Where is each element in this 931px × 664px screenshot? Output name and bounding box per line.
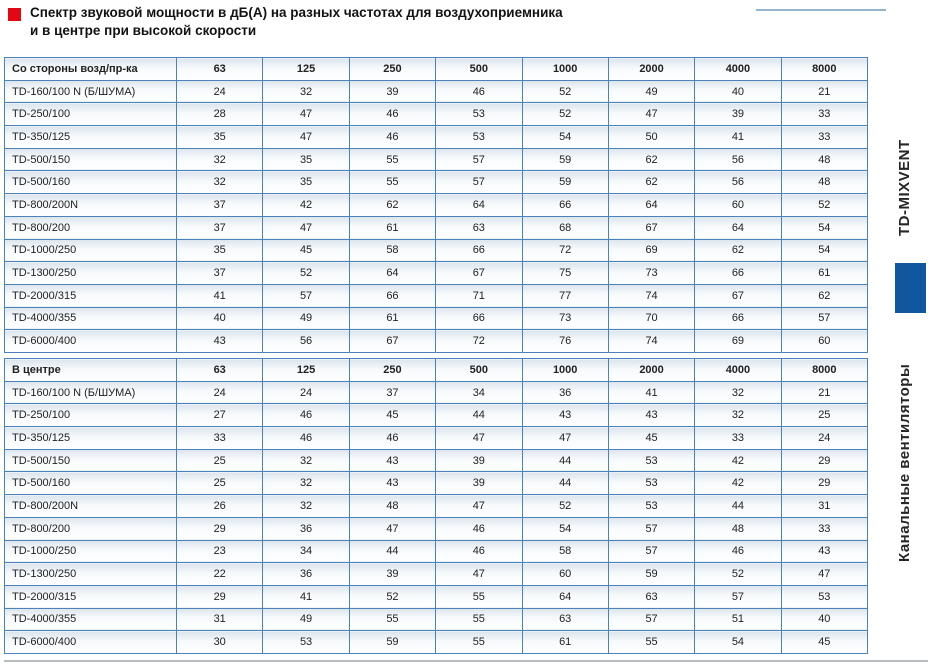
value-cell: 47 [263, 103, 349, 126]
value-cell: 52 [349, 585, 435, 608]
model-label: TD-1000/250 [5, 540, 177, 563]
table-row [5, 540, 868, 563]
section-bullet-icon [8, 8, 21, 21]
value-cell: 41 [263, 585, 349, 608]
bottom-rule [4, 660, 928, 662]
value-cell: 24 [263, 381, 349, 404]
value-cell: 35 [263, 171, 349, 194]
value-cell: 45 [608, 427, 694, 450]
value-cell: 67 [695, 284, 781, 307]
value-cell: 39 [695, 103, 781, 126]
value-cell: 29 [781, 449, 867, 472]
value-cell: 40 [695, 80, 781, 103]
value-cell: 42 [695, 472, 781, 495]
value-cell: 75 [522, 262, 608, 285]
value-cell: 52 [781, 194, 867, 217]
value-cell: 71 [436, 284, 522, 307]
value-cell: 41 [177, 284, 263, 307]
value-cell: 36 [263, 563, 349, 586]
value-cell: 62 [608, 171, 694, 194]
value-cell: 64 [608, 194, 694, 217]
value-cell: 46 [349, 103, 435, 126]
value-cell: 72 [436, 330, 522, 353]
table-row [5, 103, 868, 126]
value-cell: 47 [263, 126, 349, 149]
value-cell: 39 [349, 563, 435, 586]
value-cell: 44 [349, 540, 435, 563]
value-cell: 46 [349, 126, 435, 149]
value-cell: 36 [522, 381, 608, 404]
value-cell: 53 [608, 449, 694, 472]
value-cell: 74 [608, 330, 694, 353]
model-label: TD-2000/315 [5, 585, 177, 608]
value-cell: 39 [349, 80, 435, 103]
value-cell: 37 [177, 194, 263, 217]
value-cell: 61 [522, 631, 608, 654]
table-row [5, 517, 868, 540]
freq-column-header: 8000 [781, 58, 867, 81]
value-cell: 67 [436, 262, 522, 285]
value-cell: 32 [177, 148, 263, 171]
value-cell: 60 [695, 194, 781, 217]
value-cell: 29 [177, 517, 263, 540]
value-cell: 53 [263, 631, 349, 654]
value-cell: 70 [608, 307, 694, 330]
table-row [5, 126, 868, 149]
value-cell: 47 [349, 517, 435, 540]
model-label: TD-800/200N [5, 495, 177, 518]
table-row [5, 148, 868, 171]
table-header-row [5, 359, 868, 382]
value-cell: 56 [263, 330, 349, 353]
value-cell: 46 [436, 540, 522, 563]
value-cell: 24 [177, 80, 263, 103]
model-label: TD-1300/250 [5, 262, 177, 285]
value-cell: 29 [177, 585, 263, 608]
value-cell: 56 [695, 171, 781, 194]
value-cell: 47 [436, 427, 522, 450]
table-row [5, 563, 868, 586]
table-row [5, 449, 868, 472]
value-cell: 64 [436, 194, 522, 217]
value-cell: 74 [608, 284, 694, 307]
value-cell: 45 [781, 631, 867, 654]
value-cell: 56 [695, 148, 781, 171]
value-cell: 52 [522, 80, 608, 103]
freq-column-header: 250 [349, 58, 435, 81]
value-cell: 49 [263, 608, 349, 631]
freq-column-header: 8000 [781, 359, 867, 382]
value-cell: 61 [349, 216, 435, 239]
value-cell: 32 [177, 171, 263, 194]
value-cell: 44 [522, 472, 608, 495]
value-cell: 49 [263, 307, 349, 330]
value-cell: 62 [608, 148, 694, 171]
model-label: TD-800/200 [5, 517, 177, 540]
table-row [5, 404, 868, 427]
table-row [5, 194, 868, 217]
table-row [5, 495, 868, 518]
value-cell: 25 [781, 404, 867, 427]
value-cell: 48 [349, 495, 435, 518]
value-cell: 67 [349, 330, 435, 353]
value-cell: 66 [436, 239, 522, 262]
value-cell: 51 [695, 608, 781, 631]
model-label: TD-6000/400 [5, 631, 177, 654]
value-cell: 66 [695, 307, 781, 330]
sidebar-square-marker [895, 263, 926, 313]
value-cell: 52 [263, 262, 349, 285]
value-cell: 57 [608, 517, 694, 540]
model-label: TD-160/100 N (Б/ШУМА) [5, 381, 177, 404]
value-cell: 60 [522, 563, 608, 586]
value-cell: 37 [177, 262, 263, 285]
value-cell: 69 [608, 239, 694, 262]
model-label: TD-6000/400 [5, 330, 177, 353]
value-cell: 59 [522, 148, 608, 171]
value-cell: 52 [522, 495, 608, 518]
table-row [5, 381, 868, 404]
model-label: TD-500/160 [5, 472, 177, 495]
value-cell: 23 [177, 540, 263, 563]
value-cell: 40 [177, 307, 263, 330]
value-cell: 42 [695, 449, 781, 472]
value-cell: 32 [263, 472, 349, 495]
value-cell: 52 [695, 563, 781, 586]
value-cell: 35 [263, 148, 349, 171]
value-cell: 47 [436, 563, 522, 586]
freq-column-header: 500 [436, 58, 522, 81]
model-label: TD-350/125 [5, 427, 177, 450]
value-cell: 59 [608, 563, 694, 586]
value-cell: 43 [349, 449, 435, 472]
value-cell: 46 [436, 517, 522, 540]
value-cell: 67 [608, 216, 694, 239]
value-cell: 44 [436, 404, 522, 427]
freq-column-header: 4000 [695, 58, 781, 81]
model-label: TD-4000/355 [5, 608, 177, 631]
value-cell: 49 [608, 80, 694, 103]
freq-column-header: 250 [349, 359, 435, 382]
value-cell: 53 [608, 495, 694, 518]
value-cell: 66 [436, 307, 522, 330]
value-cell: 32 [695, 381, 781, 404]
value-cell: 36 [263, 517, 349, 540]
table-row [5, 239, 868, 262]
value-cell: 46 [349, 427, 435, 450]
model-label: TD-4000/355 [5, 307, 177, 330]
freq-column-header: 4000 [695, 359, 781, 382]
value-cell: 29 [781, 472, 867, 495]
value-cell: 21 [781, 381, 867, 404]
value-cell: 47 [263, 216, 349, 239]
value-cell: 22 [177, 563, 263, 586]
model-label: TD-500/150 [5, 449, 177, 472]
model-label: TD-500/160 [5, 171, 177, 194]
value-cell: 37 [177, 216, 263, 239]
value-cell: 66 [349, 284, 435, 307]
value-cell: 33 [695, 427, 781, 450]
value-cell: 54 [781, 239, 867, 262]
value-cell: 62 [781, 284, 867, 307]
value-cell: 46 [263, 404, 349, 427]
model-label: TD-350/125 [5, 126, 177, 149]
value-cell: 43 [781, 540, 867, 563]
value-cell: 57 [263, 284, 349, 307]
value-cell: 32 [695, 404, 781, 427]
value-cell: 73 [522, 307, 608, 330]
value-cell: 43 [522, 404, 608, 427]
value-cell: 72 [522, 239, 608, 262]
value-cell: 27 [177, 404, 263, 427]
value-cell: 53 [436, 103, 522, 126]
model-label: TD-500/150 [5, 148, 177, 171]
table-row [5, 608, 868, 631]
value-cell: 43 [349, 472, 435, 495]
value-cell: 33 [781, 103, 867, 126]
value-cell: 26 [177, 495, 263, 518]
model-label: TD-2000/315 [5, 284, 177, 307]
value-cell: 45 [349, 404, 435, 427]
value-cell: 31 [177, 608, 263, 631]
table-row [5, 427, 868, 450]
value-cell: 35 [177, 126, 263, 149]
value-cell: 30 [177, 631, 263, 654]
value-cell: 47 [608, 103, 694, 126]
value-cell: 60 [781, 330, 867, 353]
value-cell: 57 [695, 585, 781, 608]
value-cell: 53 [608, 472, 694, 495]
value-cell: 46 [436, 80, 522, 103]
value-cell: 45 [263, 239, 349, 262]
value-cell: 43 [177, 330, 263, 353]
value-cell: 37 [349, 381, 435, 404]
value-cell: 55 [436, 585, 522, 608]
value-cell: 41 [608, 381, 694, 404]
freq-column-header: 500 [436, 359, 522, 382]
value-cell: 48 [695, 517, 781, 540]
value-cell: 54 [522, 517, 608, 540]
table-row [5, 585, 868, 608]
value-cell: 57 [436, 148, 522, 171]
value-cell: 21 [781, 80, 867, 103]
model-label: TD-800/200N [5, 194, 177, 217]
value-cell: 55 [349, 171, 435, 194]
value-cell: 39 [436, 449, 522, 472]
table-intake-side [4, 57, 868, 353]
model-label: TD-800/200 [5, 216, 177, 239]
table-row [5, 284, 868, 307]
freq-column-header: 1000 [522, 359, 608, 382]
value-cell: 44 [695, 495, 781, 518]
table-row [5, 216, 868, 239]
value-cell: 64 [349, 262, 435, 285]
value-cell: 62 [349, 194, 435, 217]
value-cell: 46 [263, 427, 349, 450]
table-row [5, 307, 868, 330]
model-label: TD-1000/250 [5, 239, 177, 262]
sidebar-series-label: TD-MIXVENT [896, 139, 913, 237]
value-cell: 47 [781, 563, 867, 586]
value-cell: 54 [695, 631, 781, 654]
model-label: TD-1300/250 [5, 563, 177, 586]
value-cell: 48 [781, 171, 867, 194]
value-cell: 24 [177, 381, 263, 404]
value-cell: 58 [349, 239, 435, 262]
value-cell: 53 [436, 126, 522, 149]
value-cell: 35 [177, 239, 263, 262]
table-center [4, 358, 868, 654]
table-corner-label: Со стороны возд/пр-ка [5, 58, 177, 81]
value-cell: 28 [177, 103, 263, 126]
value-cell: 54 [781, 216, 867, 239]
value-cell: 44 [522, 449, 608, 472]
value-cell: 33 [781, 126, 867, 149]
value-cell: 25 [177, 472, 263, 495]
freq-column-header: 2000 [608, 359, 694, 382]
value-cell: 55 [349, 608, 435, 631]
value-cell: 61 [781, 262, 867, 285]
value-cell: 39 [436, 472, 522, 495]
value-cell: 62 [695, 239, 781, 262]
value-cell: 47 [522, 427, 608, 450]
value-cell: 34 [263, 540, 349, 563]
value-cell: 57 [436, 171, 522, 194]
value-cell: 32 [263, 449, 349, 472]
table-row [5, 80, 868, 103]
value-cell: 32 [263, 495, 349, 518]
value-cell: 52 [522, 103, 608, 126]
page-title-line1: Спектр звуковой мощности в дБ(А) на разных частотах для воздухоприемника [30, 5, 563, 20]
value-cell: 43 [608, 404, 694, 427]
freq-column-header: 2000 [608, 58, 694, 81]
value-cell: 63 [436, 216, 522, 239]
freq-column-header: 63 [177, 58, 263, 81]
model-label: TD-160/100 N (Б/ШУМА) [5, 80, 177, 103]
value-cell: 33 [781, 517, 867, 540]
value-cell: 40 [781, 608, 867, 631]
value-cell: 48 [781, 148, 867, 171]
value-cell: 47 [436, 495, 522, 518]
value-cell: 66 [522, 194, 608, 217]
value-cell: 41 [695, 126, 781, 149]
table-corner-label: В центре [5, 359, 177, 382]
value-cell: 33 [177, 427, 263, 450]
value-cell: 50 [608, 126, 694, 149]
value-cell: 64 [522, 585, 608, 608]
value-cell: 54 [522, 126, 608, 149]
value-cell: 24 [781, 427, 867, 450]
value-cell: 63 [522, 608, 608, 631]
value-cell: 63 [608, 585, 694, 608]
value-cell: 59 [522, 171, 608, 194]
sidebar-category-label: Канальные вентиляторы [896, 363, 913, 563]
value-cell: 55 [349, 148, 435, 171]
value-cell: 57 [608, 540, 694, 563]
table-row [5, 330, 868, 353]
value-cell: 42 [263, 194, 349, 217]
value-cell: 34 [436, 381, 522, 404]
value-cell: 66 [695, 262, 781, 285]
value-cell: 46 [695, 540, 781, 563]
value-cell: 77 [522, 284, 608, 307]
model-label: TD-250/100 [5, 103, 177, 126]
value-cell: 25 [177, 449, 263, 472]
page-title-line2: и в центре при высокой скорости [30, 23, 257, 38]
value-cell: 55 [436, 608, 522, 631]
freq-column-header: 125 [263, 58, 349, 81]
freq-column-header: 125 [263, 359, 349, 382]
value-cell: 69 [695, 330, 781, 353]
table-row [5, 171, 868, 194]
value-cell: 58 [522, 540, 608, 563]
value-cell: 76 [522, 330, 608, 353]
value-cell: 55 [436, 631, 522, 654]
value-cell: 57 [781, 307, 867, 330]
value-cell: 73 [608, 262, 694, 285]
value-cell: 68 [522, 216, 608, 239]
value-cell: 59 [349, 631, 435, 654]
value-cell: 57 [608, 608, 694, 631]
table-row [5, 631, 868, 654]
value-cell: 55 [608, 631, 694, 654]
freq-column-header: 1000 [522, 58, 608, 81]
model-label: TD-250/100 [5, 404, 177, 427]
value-cell: 61 [349, 307, 435, 330]
value-cell: 64 [695, 216, 781, 239]
value-cell: 31 [781, 495, 867, 518]
value-cell: 53 [781, 585, 867, 608]
table-row [5, 262, 868, 285]
table-header-row [5, 58, 868, 81]
header-rule [756, 9, 886, 11]
value-cell: 32 [263, 80, 349, 103]
freq-column-header: 63 [177, 359, 263, 382]
table-row [5, 472, 868, 495]
